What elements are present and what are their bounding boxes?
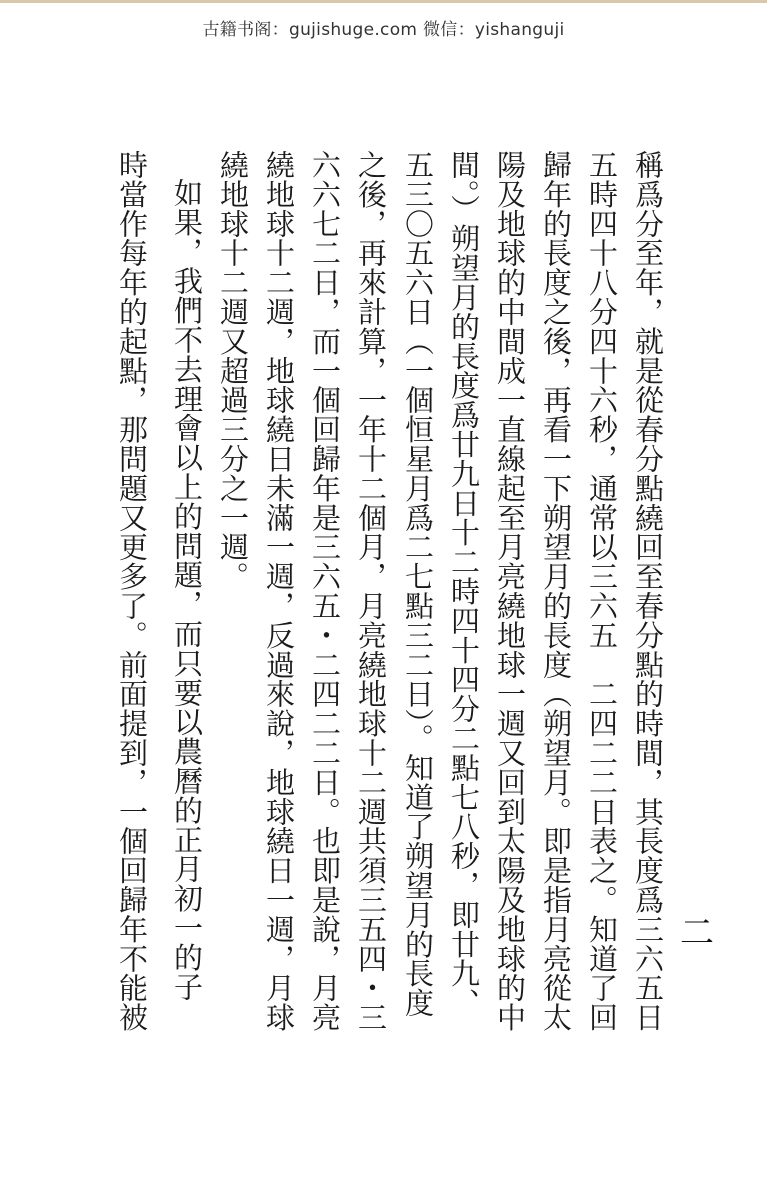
page-number: 二 bbox=[680, 913, 714, 953]
text-column-4: 陽及地球的中間成一直線起至月亮繞地球一週又回到太陽及地球的中 bbox=[493, 150, 527, 1032]
text-column-5: 間。）朔望月的長度爲廿九日十二時四十四分二點七八秒，即廿九、 bbox=[447, 150, 481, 1018]
text-column-1: 稱爲分至年，就是從春分點繞回至春分點的時間，其長度爲三六五日 bbox=[631, 150, 665, 1032]
text-column-3: 歸年的長度之後，再看一下朔望月的長度（朔望月。即是指月亮從太 bbox=[539, 150, 573, 1032]
text-column-12: 時當作每年的起點，那問題又更多了。前面提到，一個回歸年不能被 bbox=[115, 150, 149, 1032]
text-column-7: 之後，再來計算，一年十二個月，月亮繞地球十二週共須三五四・三 bbox=[354, 150, 388, 1032]
text-column-2: 五時四十八分四十六秒，通常以三六五 二四二二日表之。知道了回 bbox=[585, 150, 619, 1032]
text-column-11: 如果，我們不去理會以上的問題，而只要以農曆的正月初一的子 bbox=[170, 178, 204, 1002]
text-column-10: 繞地球十二週又超過三分之一週。 bbox=[216, 150, 250, 591]
top-border bbox=[0, 0, 767, 3]
watermark-header: 古籍书阁：gujishuge.com 微信：yishanguji bbox=[202, 20, 565, 40]
text-column-6: 五三〇五六日（一個恒星月爲二七點三二日）。知道了朔望月的長度 bbox=[401, 150, 435, 1018]
text-column-8: 六六七二日，而一個回歸年是三六五・二四二二日。也即是說，月亮 bbox=[308, 150, 342, 1032]
text-column-9: 繞地球十二週，地球繞日未滿一週，反過來說，地球繞日一週，月球 bbox=[262, 150, 296, 1032]
